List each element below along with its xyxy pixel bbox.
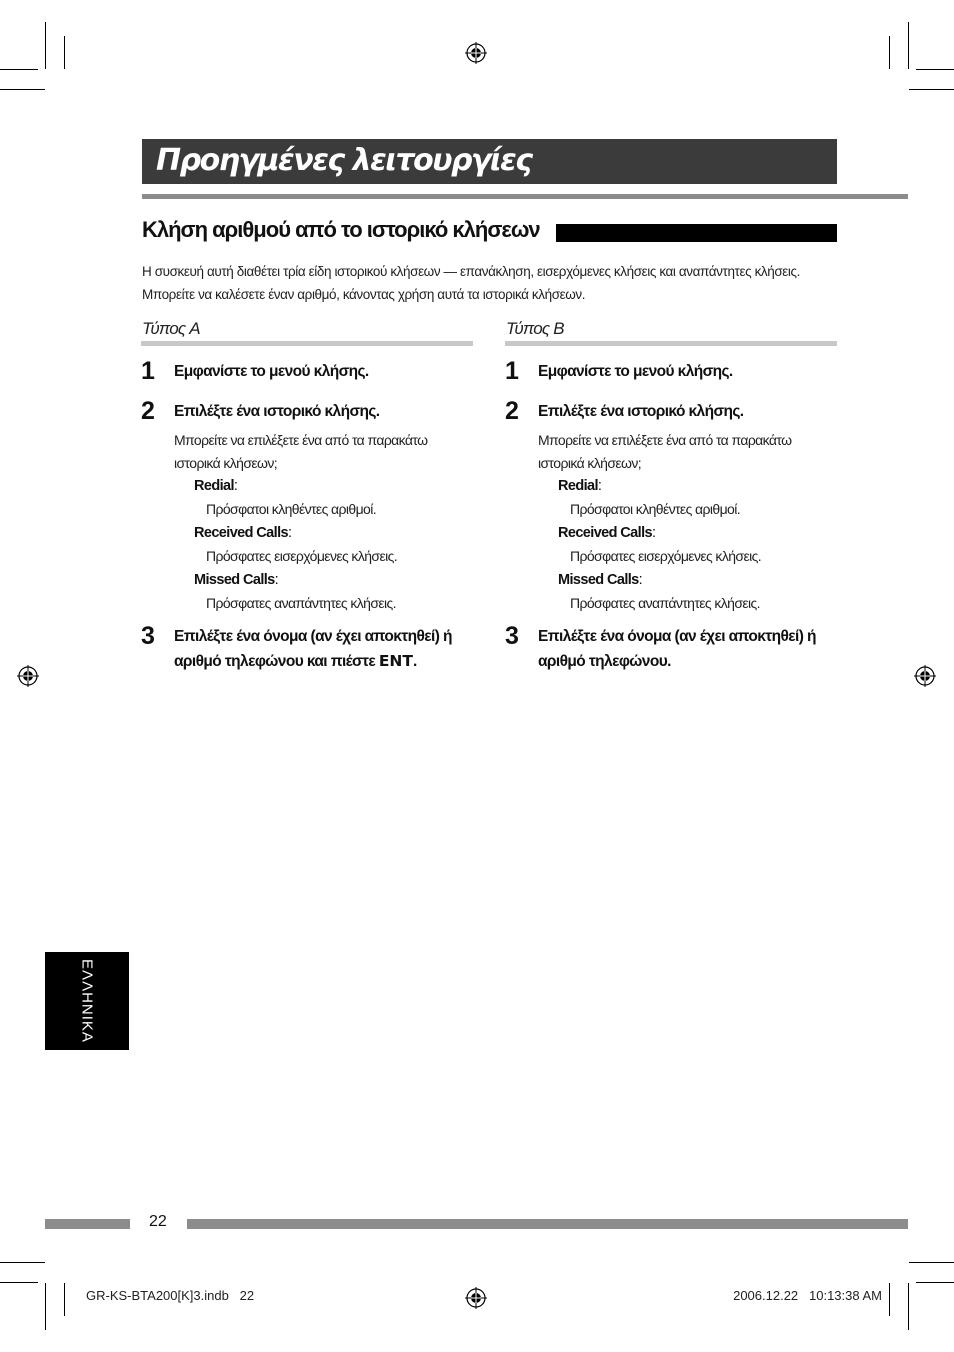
column-heading: Τύπος A	[142, 319, 200, 338]
crop-mark	[909, 1262, 954, 1263]
step-description: Μπορείτε να επιλέξετε ένα από τα παρακάτω ιστορικά κλήσεων;	[538, 432, 792, 471]
page-number: 22	[149, 1213, 167, 1230]
crop-mark	[0, 1262, 45, 1263]
page-title-band	[142, 139, 837, 184]
language-tab-label: ΕΛΛΗΝΙΚΑ	[78, 959, 96, 1043]
step-text: Επιλέξτε ένα όνομα (αν έχει αποκτηθεί) ή αριθμό τηλεφώνου και πιέστε ENT.	[174, 628, 452, 670]
column-heading-rule	[141, 341, 473, 346]
list-item-term: Missed Calls:	[558, 572, 643, 588]
crop-mark	[916, 1282, 954, 1283]
file-slug: GR-KS-BTA200[K]3.indb 22	[86, 1288, 255, 1303]
crop-mark	[889, 36, 890, 69]
step-3	[505, 624, 837, 674]
section-title-bar	[556, 224, 837, 242]
step-1	[141, 359, 473, 384]
step-2	[505, 399, 837, 424]
column-type-b	[505, 318, 837, 674]
crop-mark	[908, 1283, 909, 1330]
crop-mark	[45, 1283, 46, 1330]
step-text: Εμφανίστε το μενού κλήσης.	[538, 363, 733, 380]
step-number: 1	[505, 357, 519, 385]
step-2	[141, 399, 473, 424]
crop-mark	[64, 1283, 65, 1316]
step-description: Μπορείτε να επιλέξετε ένα από τα παρακάτω ιστορικά κλήσεων;	[174, 432, 428, 471]
column-heading: Τύπος B	[506, 319, 564, 338]
crop-mark	[0, 69, 38, 70]
language-tab	[45, 952, 129, 1050]
crop-mark	[908, 22, 909, 69]
step-number: 3	[141, 622, 155, 650]
list-item-desc: Πρόσφατες εισερχόμενες κλήσεις.	[570, 548, 762, 564]
section-title: Κλήση αριθμού από το ιστορικό κλήσεων	[142, 217, 540, 242]
step-number: 1	[141, 357, 155, 385]
print-timestamp: 2006.12.22 10:13:38 AM	[733, 1288, 882, 1303]
step-1	[505, 359, 837, 384]
list-item-desc: Πρόσφατοι κληθέντες αριθμοί.	[570, 501, 741, 517]
list-item-term: Redial:	[194, 478, 238, 494]
step-3	[141, 624, 473, 674]
step-number: 2	[141, 397, 155, 425]
crop-mark	[45, 22, 46, 69]
registration-mark-icon	[914, 665, 936, 687]
column-type-a	[141, 318, 473, 674]
list-item-desc: Πρόσφατοι κληθέντες αριθμοί.	[206, 501, 377, 517]
registration-mark-icon	[465, 1287, 487, 1309]
step-text: Επιλέξτε ένα ιστορικό κλήσης.	[538, 403, 744, 420]
column-heading-rule	[505, 341, 837, 346]
list-item-term: Redial:	[558, 478, 602, 494]
crop-mark	[64, 36, 65, 69]
list-item-term: Missed Calls:	[194, 572, 279, 588]
step-text: Επιλέξτε ένα όνομα (αν έχει αποκτηθεί) ή αριθμό τηλεφώνου.	[538, 628, 816, 670]
crop-mark	[916, 69, 954, 70]
section-intro: Η συσκευή αυτή διαθέτει τρία είδη ιστορικού κλήσεων — επανάκληση, εισερχόμενες κλήσεις και αναπάντητες κλήσεις. Μπορείτε να καλέσετε έναν αριθμό, κάνοντας χρήση αυτά τα ιστορικά κλήσεων.	[142, 264, 800, 302]
crop-mark	[0, 1282, 38, 1283]
list-item-desc: Πρόσφατες αναπάντητες κλήσεις.	[570, 595, 760, 611]
page-title: Προηγμένες λειτουργίες	[156, 143, 532, 178]
title-rule	[142, 194, 908, 199]
list-item-desc: Πρόσφατες αναπάντητες κλήσεις.	[206, 595, 396, 611]
step-text: Εμφανίστε το μενού κλήσης.	[174, 363, 369, 380]
step-number: 3	[505, 622, 519, 650]
crop-mark	[0, 89, 45, 90]
list-item-desc: Πρόσφατες εισερχόμενες κλήσεις.	[206, 548, 398, 564]
footer-bar-left	[45, 1219, 130, 1229]
step-number: 2	[505, 397, 519, 425]
crop-mark	[889, 1283, 890, 1316]
list-item-term: Received Calls:	[194, 525, 292, 541]
registration-mark-icon	[17, 665, 39, 687]
ent-key-label: ENT	[378, 652, 413, 670]
footer-bar-right	[187, 1219, 908, 1229]
crop-mark	[909, 89, 954, 90]
registration-mark-icon	[465, 42, 487, 64]
list-item-term: Received Calls:	[558, 525, 656, 541]
step-text: Επιλέξτε ένα ιστορικό κλήσης.	[174, 403, 380, 420]
